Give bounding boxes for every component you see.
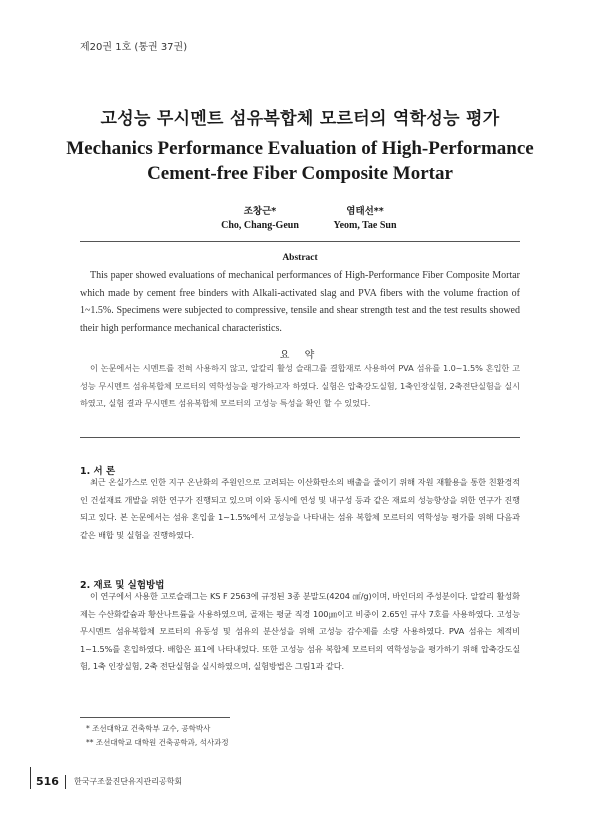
footer-separator: [65, 775, 66, 789]
abstract-heading: Abstract: [282, 253, 318, 263]
section-2-heading: 2. 재료 및 실험방법: [80, 580, 165, 591]
author-1: [210, 205, 310, 233]
page-number: 516: [36, 775, 59, 788]
author-2-korean: 염태선**: [346, 206, 384, 217]
footnote-divider: [80, 717, 230, 718]
author-1-english: Cho, Chang-Geun: [221, 220, 299, 231]
author-2-english: Yeom, Tae Sun: [333, 220, 397, 231]
section-2-text: 이 연구에서 사용한 고로슬래그는 KS F 2563에 규정된 3종 분말도(4204 ㎠/g)이며, 바인더의 주성분이다. 알칼리 활성화제는 수산화칼슘과 황산나트륨을 사용하였으며, 골재는 평균 직경 100㎛이고 비중이 2.65인 규사 7호를 사용하였다. 고성능 무시멘트 섬유복합체 모르터의 유동성 및 섬유의 분산성을 위해 고성능 감수제를 소량 사용하였다. PVA 섬유는 체적비 1~1.5%를 혼입하였다. 배합은 표1에 나타내었다. 또한 고성능 섬유 복합체 모르터의 역학성능을 평가하기 위해 압축강도실험, 1축 인장실험, 2축 전단실험을 실시하였으며, 실험방법은 그림1과 같다.: [80, 591, 520, 671]
divider-bottom: [80, 437, 520, 438]
divider-top: [80, 241, 520, 242]
volume-info: 제20권 1호 (통권 37권): [80, 42, 188, 53]
title-english-line2: Cement-free Fiber Composite Mortar: [147, 163, 453, 184]
summary-heading: 요 약: [279, 350, 321, 361]
abstract-text: This paper showed evaluations of mechanical performances of High-Performance Fiber Composite Mortar which made by cement free binders with Alkali-activated slag and PVA fibers with the volume fraction of 1~1.5%. Specimens were subjected to compressive, tensile and shear strength test and the test results showed their high performance mechanical characteristics.: [80, 270, 520, 334]
title-korean: 고성능 무시멘트 섬유복합체 모르터의 역학성능 평가: [100, 109, 500, 129]
author-1-korean: 조창근*: [243, 206, 277, 217]
footnote-2: ** 조선대학교 대학원 건축공학과, 석사과정: [86, 738, 229, 747]
author-2: [320, 205, 410, 233]
section-1-heading: 1. 서 론: [80, 466, 116, 477]
summary-text: 이 논문에서는 시멘트를 전혀 사용하지 않고, 알칼리 활성 슬래그를 결합재로 사용하여 PVA 섬유를 1.0~1.5% 혼입한 고성능 무시멘트 섬유복합체 모르터의 역학성능을 평가하고자 하였다. 실험은 압축강도실험, 1축인장실험, 2축전단실험을 실시하였고, 실험 결과 무시멘트 섬유복합체 모르터의 고성능 특성을 확인 할 수 있었다.: [80, 363, 520, 408]
footnotes: [86, 722, 229, 750]
section-1-text: 최근 온실가스로 인한 지구 온난화의 주원인으로 고려되는 이산화탄소의 배출을 줄이기 위해 자원 재활용을 통한 친환경적인 건설재료 개발을 위한 연구가 진행되고 있으며 이와 동시에 연성 및 내구성 등과 같은 재료의 성능향상을 위한 연구가 진행되고 있다. 본 논문에서는 섬유 혼입율 1~1.5%에서 고성능을 나타내는 섬유 복합체 모르터의 역학성능 평가를 위해 다음과 같은 배합 및 실험을 진행하였다.: [80, 477, 520, 540]
journal-name: 한국구조물진단유지관리공학회: [73, 777, 183, 786]
title-english-line1: Mechanics Performance Evaluation of High-Performance: [66, 138, 534, 159]
page-footer: [36, 771, 182, 790]
title-english: [0, 136, 600, 186]
footnote-1: * 조선대학교 건축학부 교수, 공학박사: [86, 724, 211, 733]
footer-tick: [30, 767, 31, 789]
